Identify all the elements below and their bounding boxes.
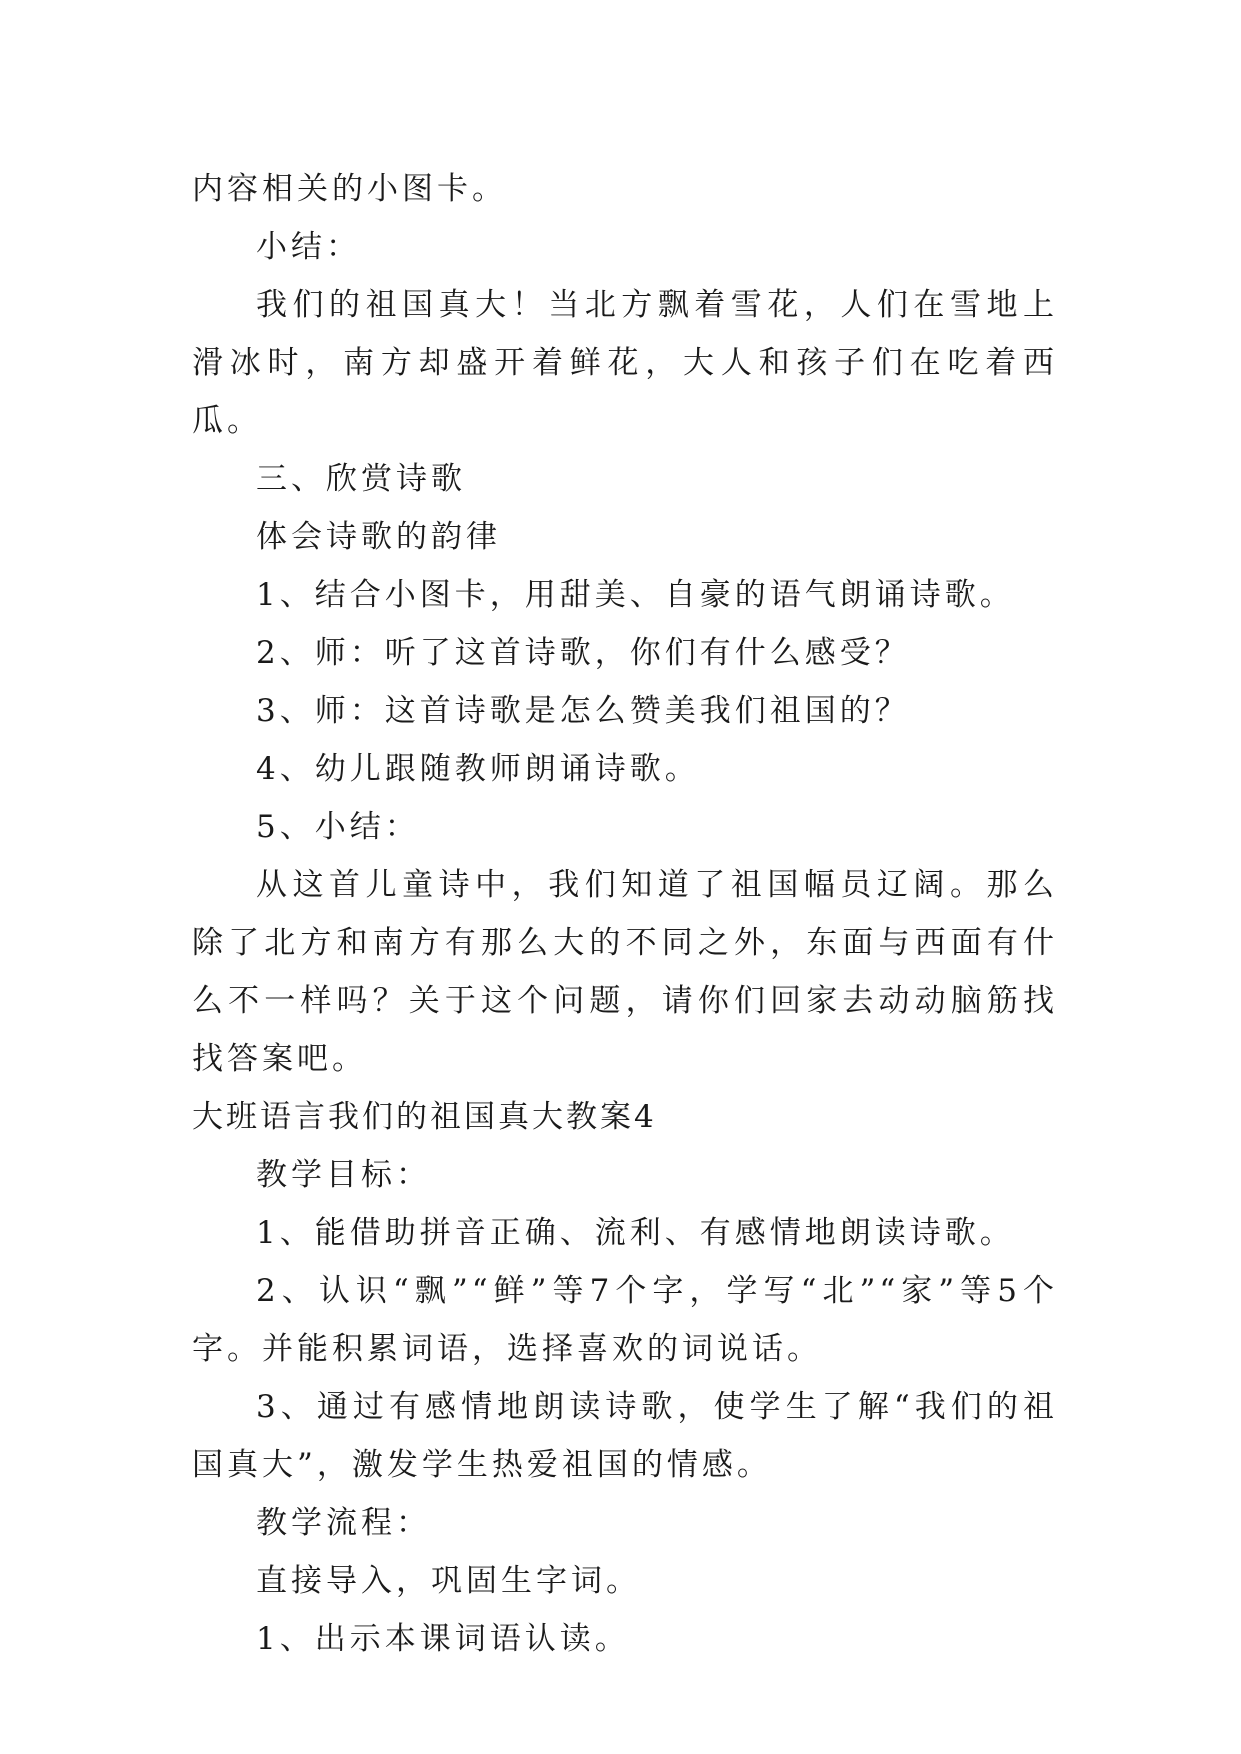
paragraph-objectives-label: 教学目标：	[256, 1157, 431, 1193]
paragraph-intro: 直接导入，巩固生字词。	[256, 1563, 641, 1599]
list-item-step-1: 1、结合小图卡，用甜美、自豪的语气朗诵诗歌。	[256, 577, 1015, 613]
paragraph-summary-label: 小结：	[256, 229, 361, 265]
paragraph-summary-text: 我们的祖国真大！当北方飘着雪花，人们在雪地上滑冰时，南方却盛开着鲜花，大人和孩子们在吃着西瓜。	[192, 287, 1058, 439]
lesson-plan-title: 大班语言我们的祖国真大教案4	[192, 1099, 657, 1135]
paragraph-rhythm: 体会诗歌的韵律	[256, 519, 501, 555]
list-item-step-2: 2、师：听了这首诗歌，你们有什么感受？	[256, 635, 910, 671]
process-item-1: 1、出示本课词语认读。	[256, 1621, 630, 1657]
list-item-step-4: 4、幼儿跟随教师朗诵诗歌。	[256, 751, 700, 787]
list-item-step-3: 3、师：这首诗歌是怎么赞美我们祖国的？	[256, 693, 910, 729]
paragraph-process-label: 教学流程：	[256, 1505, 431, 1541]
section-heading-appreciate-poem: 三、欣赏诗歌	[256, 461, 466, 497]
list-item-step-5: 5、小结：	[256, 809, 420, 845]
paragraph-closing: 从这首儿童诗中，我们知道了祖国幅员辽阔。那么除了北方和南方有那么大的不同之外，东面与西面有什么不一样吗？关于这个问题，请你们回家去动动脑筋找找答案吧。	[192, 867, 1058, 1077]
paragraph-continuation: 内容相关的小图卡。	[192, 171, 507, 207]
objective-item-3: 3、通过有感情地朗读诗歌，使学生了解“我们的祖国真大”，激发学生热爱祖国的情感。	[192, 1389, 1058, 1483]
objective-item-2: 2、认识“飘”“鲜”等7个字，学写“北”“家”等5个字。并能积累词语，选择喜欢的词说话。	[192, 1273, 1058, 1367]
document-body	[192, 160, 1058, 1668]
objective-item-1: 1、能借助拼音正确、流利、有感情地朗读诗歌。	[256, 1215, 1015, 1251]
